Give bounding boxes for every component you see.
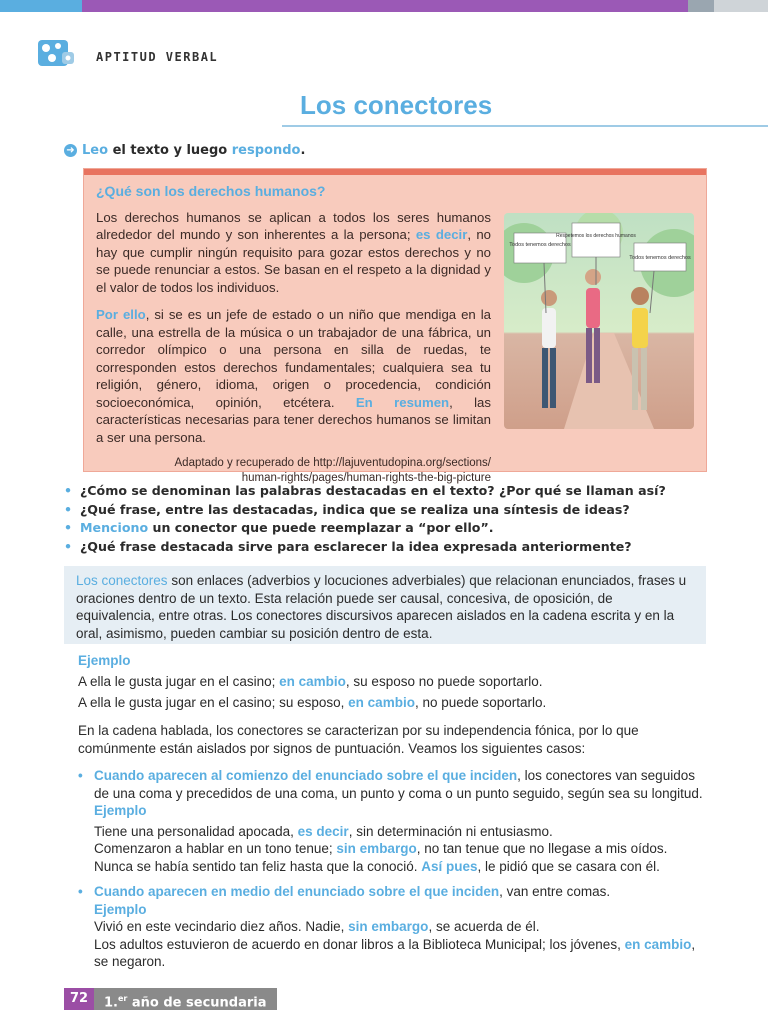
reading-heading: ¿Qué son los derechos humanos? xyxy=(96,183,326,199)
sign-3-text: Todos tenemos derechos xyxy=(629,255,691,261)
case-1: • Cuando aparecen al comienzo del enunciado sobre el que inciden, los conectores van seguidos de una coma y precedidos de una coma, un punto y coma o un punto seguido, según sea su longitud. Ejemplo Tiene una personalidad apocada, es decir, sin determinación ni entusiasmo. Comenzaron a hablar en un tono tenue; sin embargo, no tan tenue que no llegase a mis oídos. Nunca se había sentido tan feliz hasta que la conoció. Así pues, le pidió que se casara con él. xyxy=(64,767,704,875)
definition-term: Los conectores xyxy=(76,573,168,588)
question-list xyxy=(64,482,704,556)
question-item: • Menciono un conector que puede reemplazar a “por ello”. xyxy=(64,519,704,538)
sign-1-text: Todos tenemos derechos xyxy=(509,242,571,248)
reading-box xyxy=(83,168,707,484)
arrow-right-icon: ➜ xyxy=(64,144,77,157)
reading-paragraph-2: Por ello, si se es un jefe de estado o un niño que mendiga en la calle, una estrella de la música o un trabajador de una fábrica, un corredor olímpico o una persona en silla de ruedas, te corresponden estos derechos fundamentales; cualquiera sea tu religión, género, idioma, origen o procedencia, condición socioeconómica, opinión, etcétera. En resumen, las características necesarias para tener derechos humanos se limitan a ser una persona. xyxy=(96,307,491,445)
example-label: Ejemplo xyxy=(78,653,131,668)
grade-label: 1.$^{er}$ año de secundaria xyxy=(94,988,277,1010)
reading-paragraph-1: Los derechos humanos se aplican a todos los seres humanos alrededor del mundo y son inherentes a la persona; es decir, no hay que cumplir ningún requisito para gozar estos derechos y no se puede renunciar a estos. Se basan en el respeto a la dignidad y el valor de todos los individuos. xyxy=(96,209,492,295)
torn-edge xyxy=(84,169,706,175)
case-2: • Cuando aparecen en medio del enunciado sobre el que inciden, van entre comas. Ejemplo Vivió en este vecindario diez años. Nadie, sin embargo, se acuerda de él. Los adultos estuvieron de acuerdo en donar libros a la Biblioteca Municipal; los jóvenes, en cambio, se negaron. xyxy=(64,883,704,971)
title-divider xyxy=(282,125,768,127)
page-title: Los conectores xyxy=(300,90,493,120)
section-title: APTITUD VERBAL xyxy=(96,50,219,64)
highlight-por-ello: Por ello xyxy=(96,307,146,322)
spoken-chain-paragraph: En la cadena hablada, los conectores se caracterizan por su independencia fónica, por lo que comúnmente están aislados por signos de puntuación. Veamos los siguientes casos: xyxy=(78,723,639,756)
top-color-bar xyxy=(0,0,768,12)
aptitud-verbal-logo-icon xyxy=(36,36,78,70)
question-item: • ¿Qué frase, entre las destacadas, indica que se realiza una síntesis de ideas? xyxy=(64,501,704,520)
illustration-protesters xyxy=(504,213,694,429)
page-number: 72 xyxy=(64,988,94,1010)
sign-2-text: Respetemos los derechos humanos xyxy=(556,233,636,239)
source-citation: Adaptado y recuperado de http://lajuventudopina.org/sections/ human-rights/pages/human-rights-the-big-picture xyxy=(174,457,491,484)
page-footer xyxy=(64,988,277,1010)
instruction: ➜ Leo el texto y luego respondo. xyxy=(64,143,305,158)
highlight-es-decir: es decir xyxy=(415,227,468,242)
highlight-en-resumen: En resumen xyxy=(355,394,450,410)
question-item: • ¿Cómo se denominan las palabras destacadas en el texto? ¿Por qué se llaman así? xyxy=(64,482,704,501)
definition-box: Los conectores son enlaces (adverbios y locuciones adverbiales) que relacionan enunciados, frases u oraciones dentro de un texto. Esta relación puede ser causal, concesiva, de oposición, de equivalencia, entre otras. Los conectores discursivos aparecen aislados en la cadena escrita y en la oral, asimismo, pueden cambiar su posición dentro de esta. xyxy=(64,566,706,644)
question-item: • ¿Qué frase destacada sirve para esclarecer la idea expresada anteriormente? xyxy=(64,538,704,557)
example-1: Ejemplo A ella le gusta jugar en el casino; en cambio, su esposo no puede soportarlo. A ella le gusta jugar en el casino; su esposo, en cambio, no puede soportarlo. xyxy=(78,652,704,712)
